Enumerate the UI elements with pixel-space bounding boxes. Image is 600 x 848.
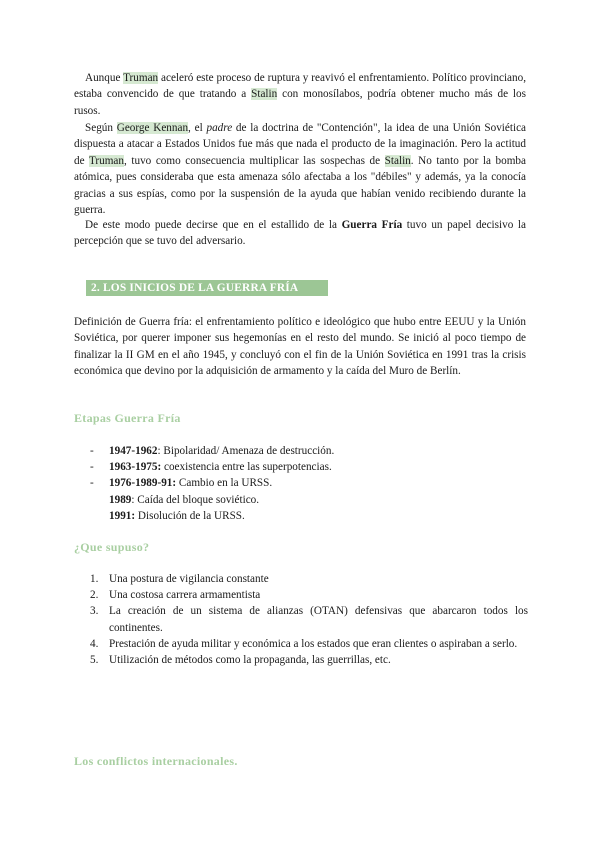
list-item: 2. Una costosa carrera armamentista bbox=[90, 589, 261, 602]
section-heading: 2. LOS INICIOS DE LA GUERRA FRÍA bbox=[91, 282, 299, 294]
list-item: - 1976-1989-91: Cambio en la URSS. bbox=[90, 477, 273, 490]
list-item: 3. La creación de un sistema de alianzas (OTAN) defensivas que abarcaron todos los continentes. bbox=[90, 605, 528, 634]
definition-paragraph: Definición de Guerra fría: el enfrentamiento político e ideológico que hubo entre EEUU y la Unión Soviética, por querer imponer sus hegemonías en el resto del mundo. Se inició al poco tiempo de finalizar la II GM en el año 1945, y concluyó con el fin de la Unión Soviética en 1991 tras la crisis económica que devino por la adquisición de armamento y la caída del Muro de Berlín. bbox=[74, 316, 526, 378]
list-item: 1. Una postura de vigilancia constante bbox=[90, 573, 269, 585]
supuso-heading: ¿Que supuso? bbox=[74, 540, 150, 554]
list-item: 4. Prestación de ayuda militar y económica a los estados que eran clientes o aspiraban a serlo. bbox=[90, 637, 518, 650]
highlight-stalin: Stalin bbox=[251, 88, 278, 101]
intro-paragraph-3: De este modo puede decirse que en el estallido de la Guerra Fría tuvo un papel decisivo la percepción que se tuvo del adversario. bbox=[74, 219, 526, 248]
intro-paragraph-2: Según George Kennan, el padre de la doctrina de "Contención", la idea de una Unión Soviética dispuesta a atacar a Estados Unidos fue más que nada el producto de la imaginación. Pero la actitud de Truman, tuvo como consecuencia multiplicar las sospechas de Stalin. No tanto por la bomba atómica, pues consideraba que esta amenaza sólo afectaba a los "débiles" y además, ya la conocía gracias a sus espías, como por la suspensión de la ayuda que habían venido recibiendo durante la guerra. bbox=[74, 122, 527, 217]
etapas-heading: Etapas Guerra Fría bbox=[74, 411, 181, 425]
supuso-list bbox=[90, 571, 528, 668]
list-item: - 1947-1962: Bipolaridad/ Amenaza de destrucción. bbox=[90, 445, 335, 457]
list-item: 1991: Disolución de la URSS. bbox=[109, 509, 245, 522]
conflictos-heading: Los conflictos internacionales. bbox=[74, 754, 238, 768]
list-item: 5. Utilización de métodos como la propaganda, las guerrillas, etc. bbox=[90, 654, 391, 667]
highlight-stalin: Stalin bbox=[384, 154, 411, 167]
etapas-list bbox=[90, 443, 520, 524]
highlight-truman: Truman bbox=[88, 154, 124, 167]
highlight-kennan: George Kennan bbox=[116, 122, 189, 134]
highlight-truman: Truman bbox=[123, 72, 159, 84]
list-item: 1989: Caída del bloque soviético. bbox=[109, 493, 260, 506]
list-item: - 1963-1975: coexistencia entre las superpotencias. bbox=[90, 461, 332, 474]
intro-paragraph-1: Aunque Truman aceleró este proceso de ruptura y reavivó el enfrentamiento. Político provinciano, estaba convencido de que tratando a Stalin con monosílabos, podría obtener mucho más de los rusos. bbox=[74, 72, 527, 117]
